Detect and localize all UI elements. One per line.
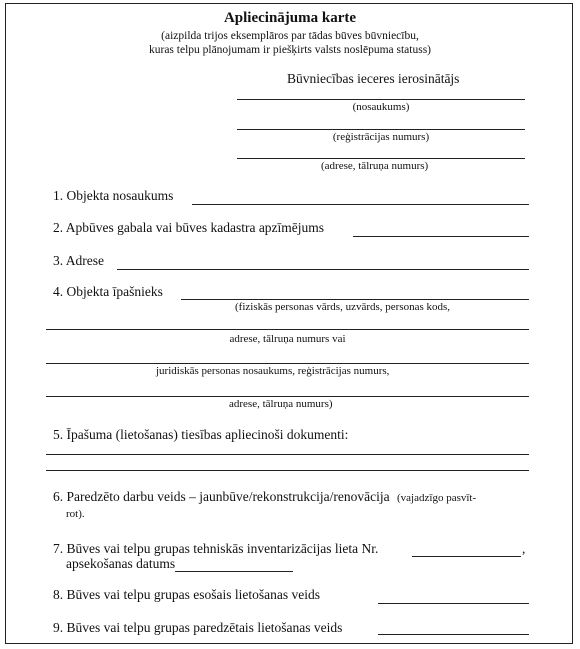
item7-date-line[interactable] bbox=[175, 571, 293, 572]
initiator-name-caption: (nosaukums) bbox=[352, 101, 410, 113]
item2-line[interactable] bbox=[353, 236, 529, 237]
item6-label bbox=[53, 489, 476, 505]
item4-line-1[interactable] bbox=[181, 299, 529, 300]
initiator-reg-line[interactable] bbox=[237, 129, 525, 130]
item8-label: 8. Būves vai telpu grupas esošais lietošanas veids bbox=[53, 587, 320, 602]
item7-comma: , bbox=[522, 541, 526, 556]
form-subtitle-line2: kuras telpu plānojumam ir piešķirts valsts noslēpuma statuss) bbox=[148, 44, 432, 56]
item4-label: 4. Objekta īpašnieks bbox=[53, 284, 163, 299]
item4-caption-4: adrese, tālruņa numurs) bbox=[229, 398, 333, 410]
initiator-addr-line[interactable] bbox=[237, 158, 525, 159]
item4-line-2[interactable] bbox=[46, 329, 529, 330]
item6-note: (vajadzīgo pasvīt- bbox=[397, 492, 477, 504]
initiator-heading: Būvniecības ieceres ierosinātājs bbox=[287, 71, 460, 86]
item4-caption-1: (fiziskās personas vārds, uzvārds, personas kods, bbox=[235, 301, 451, 313]
item5-line-1[interactable] bbox=[46, 454, 529, 455]
item2-label: 2. Apbūves gabala vai būves kadastra apzīmējums bbox=[53, 220, 325, 235]
initiator-name-line[interactable] bbox=[237, 99, 525, 100]
item9-label: 9. Būves vai telpu grupas paredzētais lietošanas veids bbox=[53, 620, 343, 635]
item6-text: 6. Paredzēto darbu veids – jaunbūve/rekonstrukcija/renovācija bbox=[53, 489, 390, 504]
item7-label: 7. Būves vai telpu grupas tehniskās inventarizācijas lieta Nr. bbox=[53, 541, 379, 556]
item1-label: 1. Objekta nosaukums bbox=[53, 188, 174, 203]
item7-number-line[interactable] bbox=[412, 556, 521, 557]
item1-line[interactable] bbox=[192, 204, 529, 205]
item3-label: 3. Adrese bbox=[53, 253, 104, 268]
item3-line[interactable] bbox=[117, 269, 529, 270]
item9-line[interactable] bbox=[378, 634, 529, 635]
item4-caption-3: juridiskās personas nosaukums, reģistrācijas numurs, bbox=[156, 365, 390, 377]
item4-line-3[interactable] bbox=[46, 363, 529, 364]
item6-note-cont: rot). bbox=[66, 508, 85, 520]
item4-caption-2: adrese, tālruņa numurs vai bbox=[229, 333, 346, 345]
item5-line-2[interactable] bbox=[46, 470, 529, 471]
item8-line[interactable] bbox=[378, 603, 529, 604]
item7-date-label: apsekošanas datums bbox=[66, 556, 176, 571]
initiator-addr-caption: (adrese, tālruņa numurs) bbox=[321, 160, 429, 172]
item5-label: 5. Īpašuma (lietošanas) tiesības apliecinoši dokumenti: bbox=[53, 427, 349, 442]
initiator-reg-caption: (reģistrācijas numurs) bbox=[332, 131, 430, 143]
form-subtitle-line1: (aizpilda trijos eksemplāros par tādas būves būvniecību, bbox=[161, 30, 419, 42]
form-title: Apliecinājuma karte bbox=[223, 10, 357, 26]
item4-line-4[interactable] bbox=[46, 396, 529, 397]
